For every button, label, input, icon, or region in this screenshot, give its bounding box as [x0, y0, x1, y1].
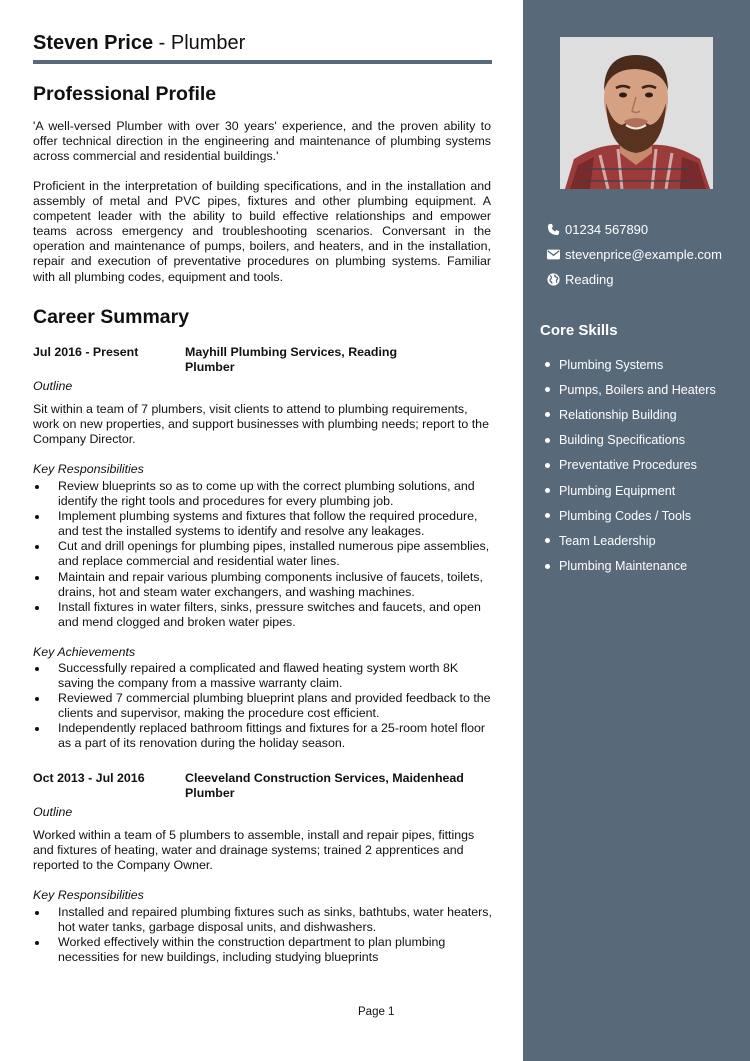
bullet-icon [545, 362, 550, 367]
list-item [545, 503, 716, 528]
title-rule [33, 60, 492, 64]
list-item [545, 377, 716, 402]
list-item-text: Reviewed 7 commercial plumbing blueprint plans and provided feedback to the clients and supervisor, making the procedure cost efficient. [58, 691, 491, 721]
bullet-icon [545, 488, 550, 493]
list-item [33, 600, 493, 630]
sidebar [523, 0, 750, 1061]
list-item-text: Review blueprints so as to come up with the correct plumbing solutions, and identify the right tools and procedures for every plumbing job. [58, 479, 475, 509]
bullet-icon [35, 941, 39, 945]
contact-phone[interactable] [546, 222, 648, 237]
candidate-role: - Plumber [153, 32, 246, 54]
list-item [33, 661, 493, 691]
bullet-icon [545, 438, 550, 443]
list-item [545, 554, 716, 579]
job-title: Plumber [185, 360, 235, 375]
job-outline: Sit within a team of 7 plumbers, visit clients to attend to plumbing requirements, work on new properties, and support businesses with plumbing needs; report to the Company Director. [33, 402, 489, 447]
globe-icon [546, 273, 560, 287]
skill-label: Building Specifications [559, 433, 686, 448]
skill-label: Plumbing Systems [559, 357, 664, 372]
achievements-label: Key Achievements [33, 645, 136, 659]
profile-body: Proficient in the interpretation of building specifications, and in the installation and assembly of metal and PVC pipes, fixtures and other plumbing equipment. A competent leader with the ability to build effective relationships and empower teams across emergency and troubleshooting scenarios. Conversant in the operation and maintenance of pumps, boilers, and heaters, and in the installation, repair and execution of preventative procedures on plumbing systems. Familiar with all plumbing codes, equipment and tools. [33, 179, 491, 284]
bullet-icon [35, 697, 39, 701]
list-item [33, 905, 493, 935]
candidate-name: Steven Price [33, 32, 154, 54]
bullet-icon [35, 606, 39, 610]
list-item [545, 352, 716, 377]
list-item-text: Maintain and repair various plumbing components inclusive of faucets, toilets, drains, hot and steam water exchangers, and washing machines. [58, 569, 483, 599]
list-item [545, 453, 716, 478]
list-item-text: Implement plumbing systems and fixtures that follow the required procedure, and test the installed systems to identify and resolve any leakages. [58, 509, 478, 539]
job-employer-name: Mayhill Plumbing Services, Reading [185, 345, 398, 359]
bullet-icon [35, 576, 39, 580]
bullet-icon [545, 564, 550, 569]
list-item-text: Worked effectively within the construction department to plan plumbing necessities for new buildings, including studying blueprints [58, 935, 446, 965]
list-item-text: Install fixtures in water filters, sinks, pressure switches and faucets, and open and mend clogged and broken water pipes. [58, 599, 481, 629]
list-item [33, 935, 493, 965]
profile-quote: 'A well-versed Plumber with over 30 years' experience, and the proven ability to offer technical direction in the engineering and maintenance of plumbing systems across commercial and residential buildings.' [33, 119, 491, 164]
contact-email[interactable] [546, 247, 722, 262]
list-item-text: Cut and drill openings for plumbing pipes, installed numerous pipe assemblies, and replace commercial and residential water lines. [58, 539, 490, 569]
bullet-icon [35, 545, 39, 549]
portrait-image [560, 37, 713, 189]
skill-label: Pumps, Boilers and Heaters [559, 382, 716, 397]
bullet-icon [545, 387, 550, 392]
skill-label: Plumbing Maintenance [559, 559, 688, 574]
location-text: Reading [565, 272, 614, 287]
list-item-text: Independently replaced bathroom fittings and fixtures for a 25-room hotel floor as a part of its renovation during the holiday season. [58, 721, 486, 751]
list-item [33, 721, 493, 751]
responsibilities-list [33, 479, 493, 630]
job-employer [185, 345, 397, 375]
responsibilities-label: Key Responsibilities [33, 888, 144, 902]
bullet-icon [545, 463, 550, 468]
skill-label: Plumbing Equipment [559, 483, 676, 498]
list-item [33, 570, 493, 600]
responsibilities-label: Key Responsibilities [33, 462, 144, 476]
list-item-text: Successfully repaired a complicated and flawed heating system worth 8K saving the company from a massive warranty claim. [58, 661, 459, 691]
job-outline: Worked within a team of 5 plumbers to assemble, install and repair pipes, fittings and fixtures of heating, water and drainage systems; trained 2 apprentices and reported to the Company Owner. [33, 828, 475, 873]
bullet-icon [35, 727, 39, 731]
job-employer [185, 771, 464, 801]
skills-heading: Core Skills [540, 322, 618, 339]
skill-label: Relationship Building [559, 407, 677, 422]
list-item [545, 428, 716, 453]
email-address: stevenprice@example.com [565, 247, 722, 262]
job-employer-name: Cleeveland Construction Services, Maidenhead [185, 771, 464, 785]
list-item [33, 509, 493, 539]
bullet-icon [545, 538, 550, 543]
bullet-icon [545, 513, 550, 518]
list-item [33, 539, 493, 569]
skill-label: Plumbing Codes / Tools [559, 508, 692, 523]
phone-icon [546, 223, 560, 237]
skill-label: Preventative Procedures [559, 458, 697, 473]
skill-label: Team Leadership [559, 533, 656, 548]
list-item-text: Installed and repaired plumbing fixtures such as sinks, bathtubs, water heaters, hot water tanks, garbage disposal units, and dishwashers. [58, 905, 492, 935]
job-dates: Oct 2013 - Jul 2016 [33, 771, 145, 785]
bullet-icon [35, 667, 39, 671]
list-item [545, 478, 716, 503]
outline-label: Outline [33, 379, 73, 393]
bullet-icon [35, 911, 39, 915]
profile-heading: Professional Profile [33, 83, 217, 105]
outline-label: Outline [33, 805, 73, 819]
job-dates: Jul 2016 - Present [33, 345, 139, 359]
list-item [33, 479, 493, 509]
envelope-icon [546, 248, 560, 262]
list-item [545, 402, 716, 427]
page-number: Page 1 [358, 1006, 395, 1018]
list-item [33, 691, 493, 721]
bullet-icon [545, 412, 550, 417]
list-item [545, 528, 716, 553]
page-title [33, 32, 245, 55]
job-title: Plumber [185, 786, 235, 801]
responsibilities-list [33, 905, 493, 965]
bullet-icon [35, 515, 39, 519]
contact-location [546, 272, 613, 287]
achievements-list [33, 661, 493, 752]
career-heading: Career Summary [33, 306, 190, 328]
skills-list [545, 352, 716, 579]
phone-number: 01234 567890 [565, 222, 649, 237]
profile-photo [560, 37, 713, 189]
bullet-icon [35, 485, 39, 489]
